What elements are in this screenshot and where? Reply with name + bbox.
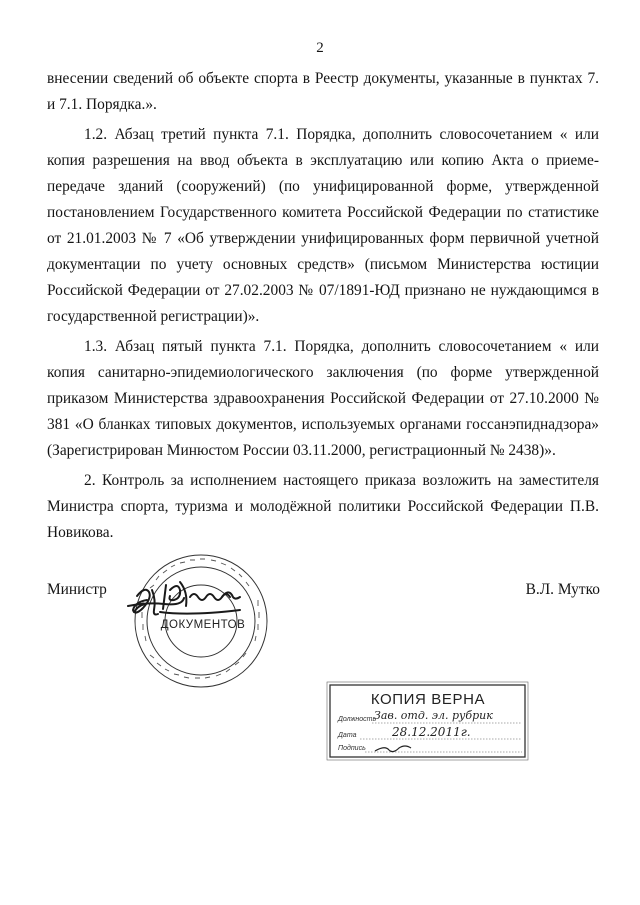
paragraph-1-2: 1.2. Абзац третий пункта 7.1. Порядка, дополнить словосочетанием « или копия разрешения на ввод объекта в эксплуатацию или копию Акта о приеме-передаче зданий (сооружений) (по унифицированной форме, утвержденной постановлением Государственного комитета Российской Федерации по статистике от 21.01.2003 № 7 «Об утверждении унифицированных форм первичной учетной документации по учету основных средств» (письмом Министерства юстиции Российской Федерации от 27.02.2003 № 07/1891-ЮД признано не нуждающимся в государственной регистрации)». (47, 126, 599, 325)
paragraph-2: 2. Контроль за исполнением настоящего приказа возложить на заместителя Министра спорта, туризма и молодёжной политики Российской Федерации П.В. Новикова. (47, 472, 599, 541)
official-seal (135, 555, 267, 687)
stamp-title: КОПИЯ ВЕРНА (370, 691, 486, 708)
handwritten-signature (128, 582, 240, 615)
stamp-value-date: 28.12.2011г. (392, 725, 471, 739)
paragraph-1-3: 1.3. Абзац пятый пункта 7.1. Порядка, дополнить словосочетанием « или копия санитарно-эпидемиологического заключения (по форме утвержденной приказом Министерства здравоохранения Российской Федерации от 27.10.2000 № 381 «О бланках типовых документов, используемых органами госсанэпиднадзора» (Зарегистрирован Минюстом России 03.11.2000, регистрационный № 2438)». (47, 338, 599, 459)
signatory-name: В.Л. Мутко (525, 581, 600, 598)
stamp-value-position: Зав. отд. эл. рубрик (374, 709, 493, 722)
copy-certified-stamp (327, 682, 528, 760)
paragraph-continuation: внесении сведений об объекте спорта в Реестр документы, указанные в пунктах 7. и 7.1. Порядка.». (47, 70, 599, 113)
stamp-label-date: Дата (338, 732, 357, 739)
stamp-label-signature: Подпись (338, 745, 366, 752)
stamp-signature-scribble (375, 746, 411, 752)
seal-center-text: ДОКУМЕНТОВ (160, 619, 246, 631)
stamp-label-position: Должность (338, 716, 377, 723)
document-body (47, 66, 599, 546)
signatory-position: Министр (47, 581, 107, 598)
page-number: 2 (316, 40, 324, 56)
